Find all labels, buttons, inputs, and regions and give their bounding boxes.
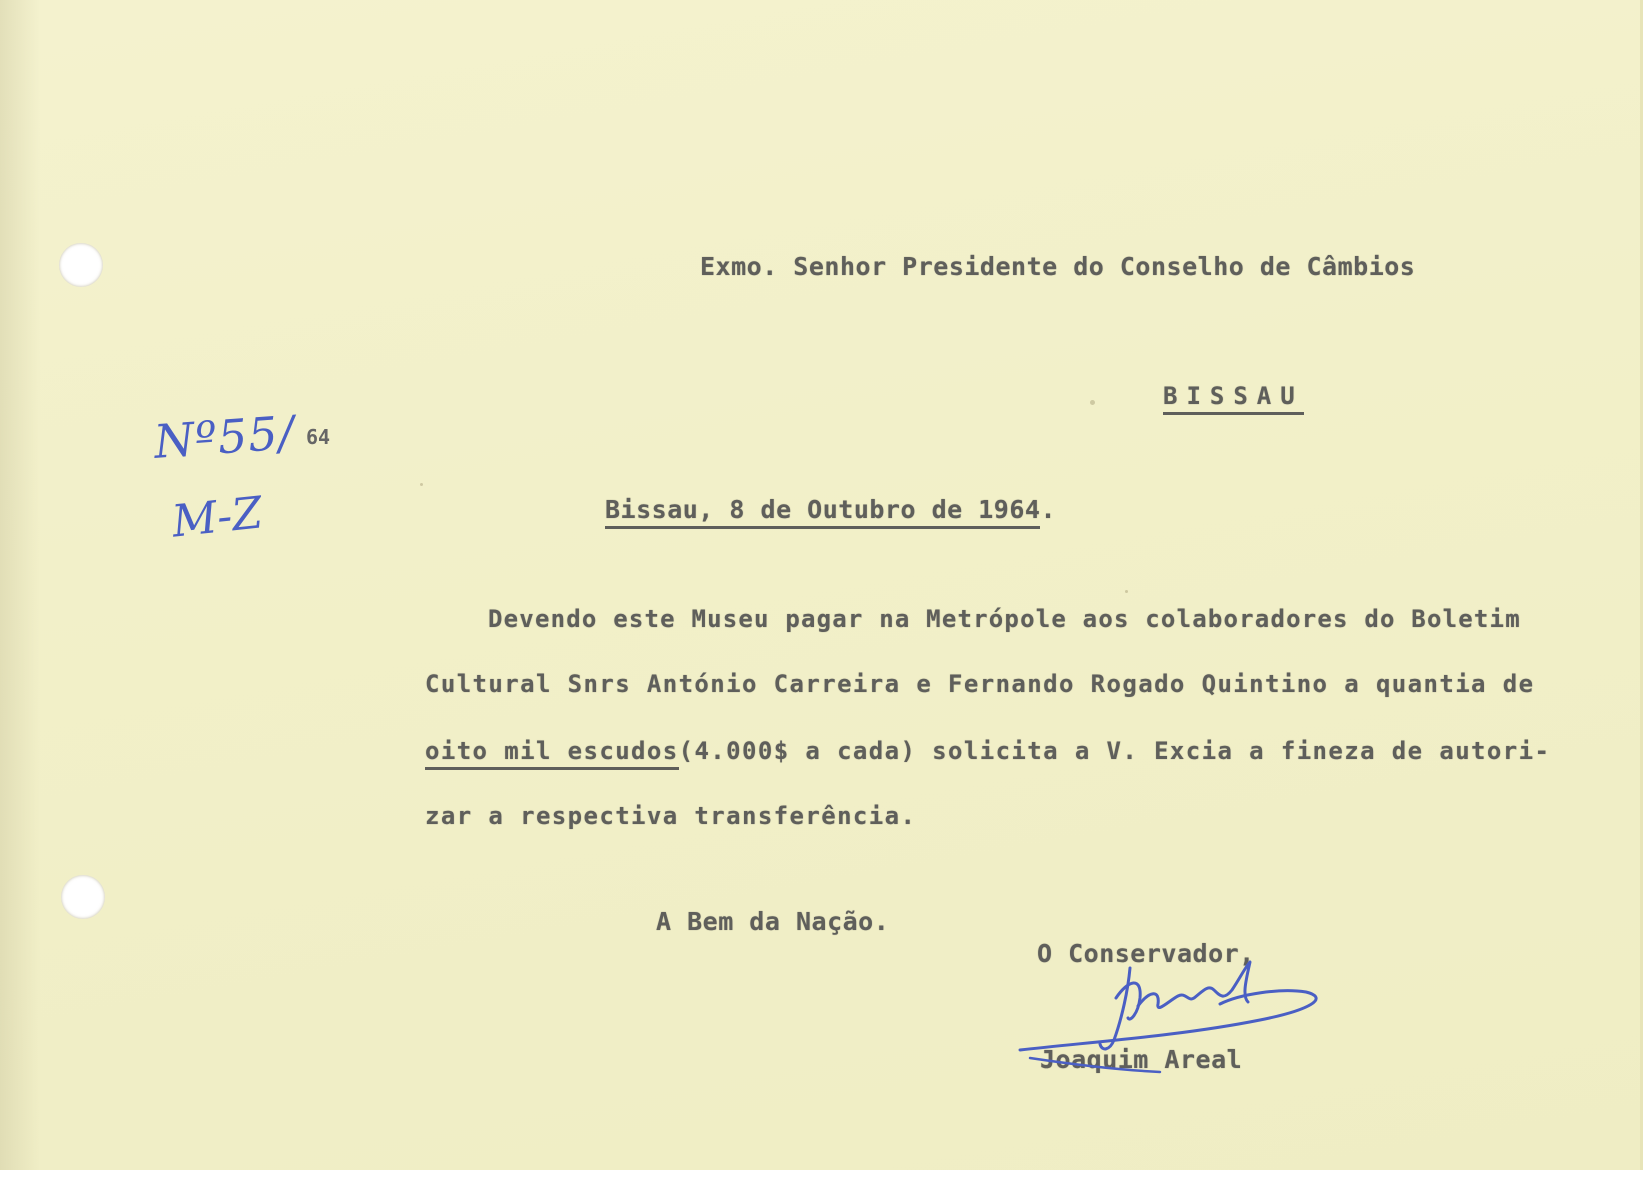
handwritten-reference-code: M-Z (169, 487, 265, 548)
handwritten-reference-number: Nº55/ (152, 405, 297, 469)
paper-speck (420, 483, 423, 486)
addressee-line: Exmo. Senhor Presidente do Conselho de Câmbios (700, 252, 1416, 281)
punch-hole-bottom (61, 875, 105, 919)
body-line-3 (425, 737, 1550, 765)
amount-words: oito mil escudos (425, 737, 679, 770)
date-period: . (1040, 495, 1056, 524)
body-line-2: Cultural Snrs António Carreira e Fernando Rogado Quintino a quantia de (425, 670, 1535, 698)
signatory-role: O Conservador, (1037, 939, 1255, 968)
reference-year: 64 (306, 425, 331, 449)
body-line-3-rest: (4.000$ a cada) solicita a V. Excia a fineza de autori- (678, 737, 1551, 765)
paper-speck (1090, 400, 1095, 405)
paper-speck (1125, 590, 1128, 593)
destination-city: BISSAU (1163, 382, 1304, 415)
body-line-4: zar a respectiva transferência. (425, 802, 917, 830)
closing-salutation: A Bem da Nação. (656, 907, 890, 936)
scan-border (0, 1170, 1643, 1180)
paper-edge-shadow (0, 0, 40, 1180)
punch-hole-top (59, 243, 103, 287)
date-text: Bissau, 8 de Outubro de 1964 (605, 495, 1040, 529)
letter-date (605, 495, 1056, 524)
signatory-name: Joaquim Areal (1040, 1045, 1243, 1074)
handwritten-signature (1010, 940, 1340, 1080)
body-line-1: Devendo este Museu pagar na Metrópole aos colaboradores do Boletim (488, 605, 1521, 633)
